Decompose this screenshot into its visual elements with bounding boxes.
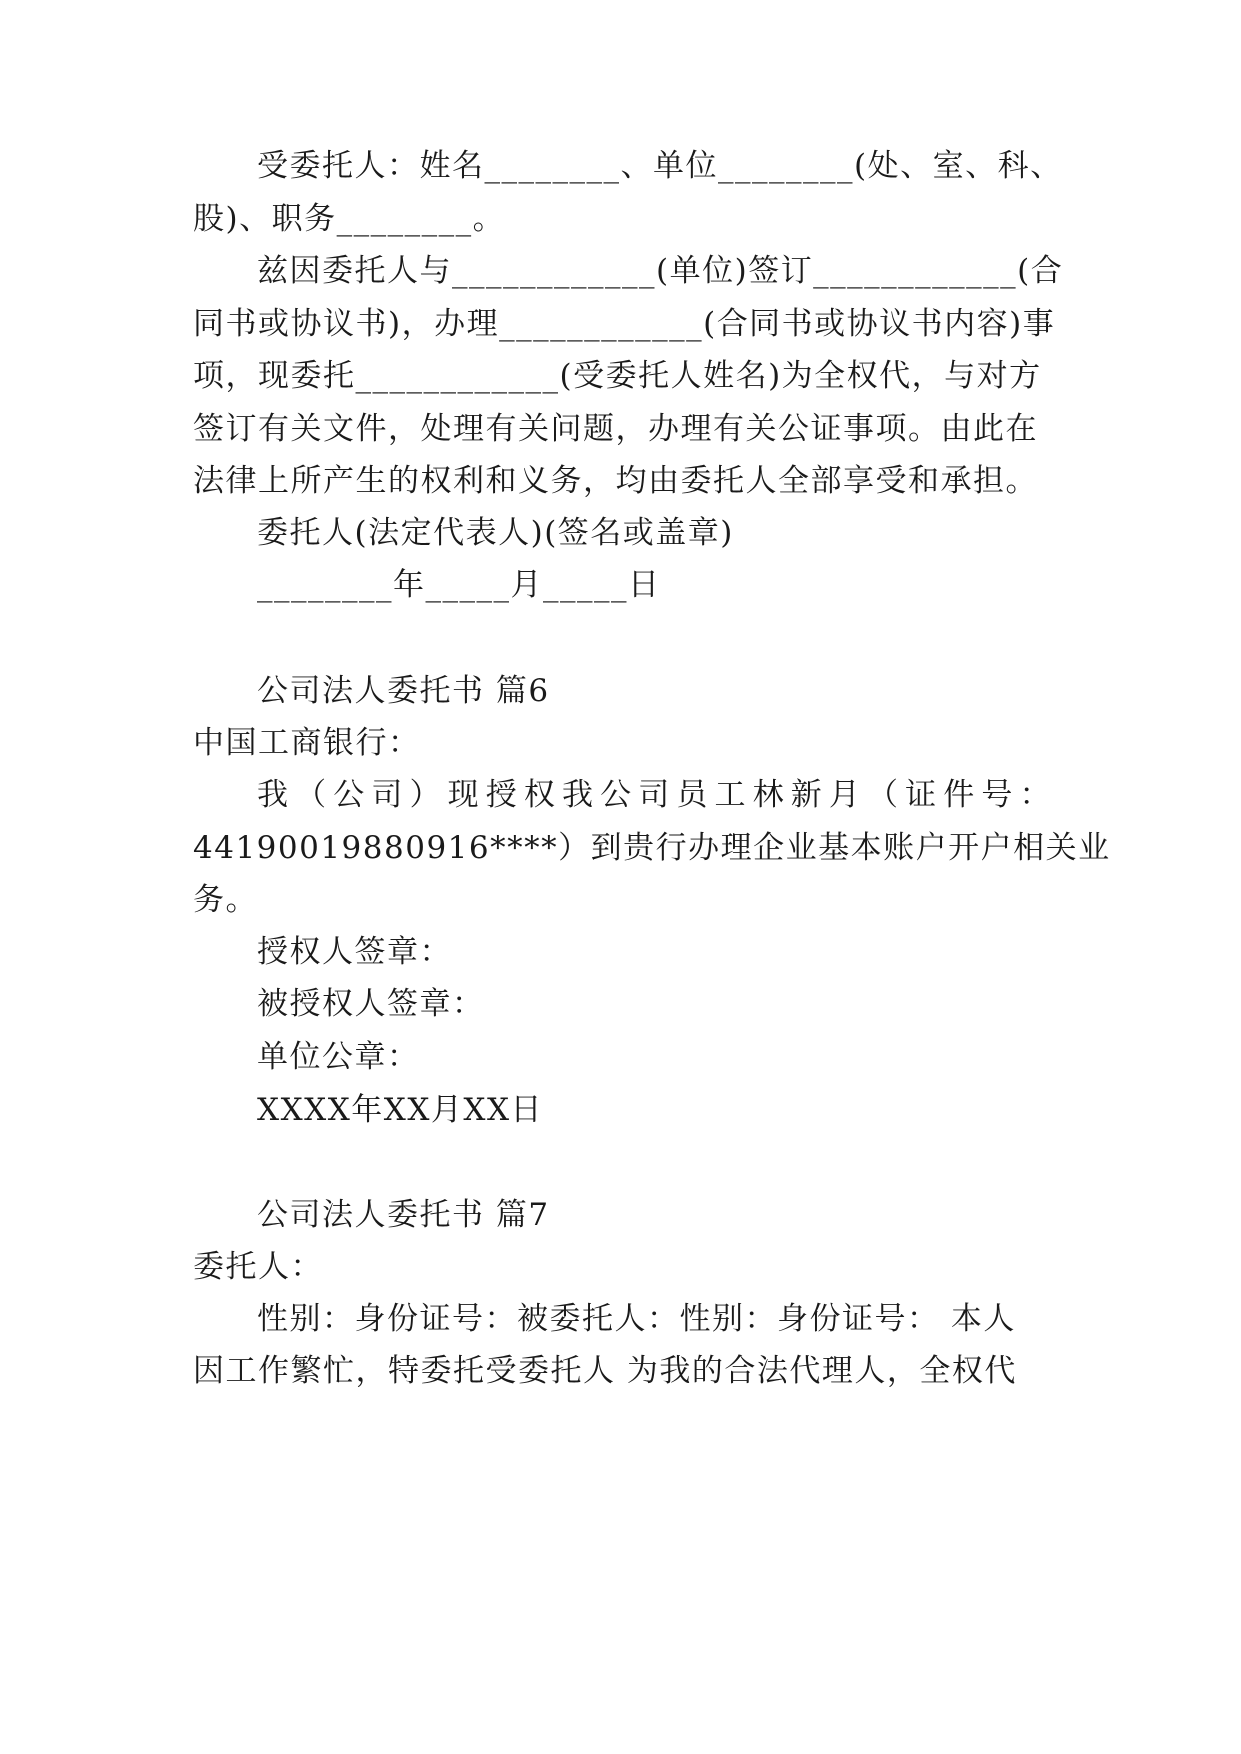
- authorized-signature-line: 被授权人签章：: [257, 986, 485, 1022]
- recipient-line: 中国工商银行：: [193, 725, 421, 761]
- paragraph-line: 受委托人：姓名________、单位________(处、室、科、: [257, 148, 1063, 184]
- section-heading: 公司法人委托书 篇7: [257, 1197, 550, 1233]
- paragraph-line: 性别：身份证号：被委托人：性别：身份证号： 本人: [257, 1301, 1016, 1337]
- paragraph-line: 我（公司）现授权我公司员工林新月（证件号：: [257, 777, 1052, 813]
- paragraph-line: 务。: [193, 882, 258, 918]
- section-heading: 公司法人委托书 篇6: [257, 673, 550, 709]
- date-line: XXXX年XX月XX日: [257, 1092, 544, 1128]
- paragraph-line: 因工作繁忙，特委托受委托人 为我的合法代理人，全权代: [193, 1353, 1017, 1389]
- company-seal-line: 单位公章：: [257, 1039, 420, 1075]
- paragraph-line: 签订有关文件，处理有关问题，办理有关公证事项。由此在: [193, 411, 1038, 447]
- authorizer-signature-line: 授权人签章：: [257, 934, 452, 970]
- date-line: ________年_____月_____日: [257, 567, 661, 603]
- recipient-line: 委托人：: [193, 1249, 323, 1285]
- paragraph-line: 项，现委托____________(受委托人姓名)为全权代，与对方: [193, 358, 1042, 394]
- paragraph-line: 股)、职务________。: [193, 201, 506, 237]
- signature-line: 委托人(法定代表人)(签名或盖章): [257, 515, 734, 551]
- paragraph-line: 同书或协议书)，办理____________(合同书或协议书内容)事: [193, 306, 1056, 342]
- paragraph-line: 44190019880916****）到贵行办理企业基本账户开户相关业: [193, 830, 1111, 866]
- paragraph-line: 法律上所产生的权利和义务，均由委托人全部享受和承担。: [193, 463, 1038, 499]
- paragraph-line: 兹因委托人与____________(单位)签订____________(合: [257, 253, 1064, 289]
